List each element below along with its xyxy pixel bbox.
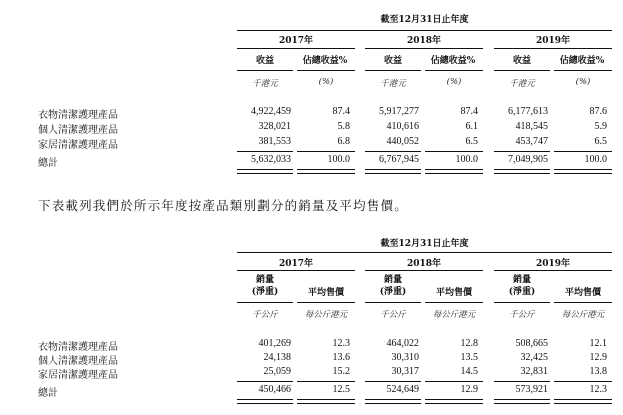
subtotal-rule (365, 381, 421, 382)
caption-rule (237, 252, 612, 253)
row-label: 衣物清潔護理產品 (38, 110, 118, 121)
col-rule (494, 70, 550, 71)
total-double-rule (494, 169, 550, 174)
total-double-rule (237, 169, 293, 174)
col-header-revenue: 收益 (512, 56, 531, 66)
subtotal-rule (425, 151, 483, 152)
year-header-2018: 2018年 (406, 259, 442, 269)
col-rule (237, 70, 293, 71)
row-label: 衣物清潔護理產品 (38, 342, 118, 353)
cell-value: 5.9 (594, 121, 607, 132)
cell-value: 14.5 (460, 366, 478, 377)
cell-value: 5,917,277 (379, 106, 419, 117)
cell-value: 6.5 (465, 136, 478, 147)
col-rule (365, 302, 421, 303)
unit-label: 千公斤 (509, 310, 535, 320)
total-double-rule (237, 399, 293, 404)
row-label: 個人清潔護理產品 (38, 125, 118, 136)
intro-paragraph: 下表載列我們於所示年度按產品類別劃分的銷量及平均售價。 (38, 198, 408, 213)
col-rule (297, 302, 355, 303)
cell-value: 6.1 (465, 121, 478, 132)
col-header-volume: 銷量 (淨重) (251, 275, 279, 297)
subtotal-rule (494, 381, 550, 382)
cell-value: 381,553 (258, 136, 291, 147)
col-header-revenue: 收益 (383, 56, 402, 66)
total-value: 7,049,905 (508, 154, 548, 165)
total-double-rule (494, 399, 550, 404)
total-value: 6,767,945 (379, 154, 419, 165)
cell-value: 30,317 (391, 366, 419, 377)
cell-value: 32,425 (520, 352, 548, 363)
cell-value: 87.4 (460, 106, 478, 117)
year-rule (365, 48, 483, 49)
cell-value: 12.9 (589, 352, 607, 363)
col-rule (425, 70, 483, 71)
cell-value: 418,545 (515, 121, 548, 132)
year-header-2017: 2017年 (278, 36, 314, 46)
total-double-rule (365, 399, 421, 404)
col-rule (237, 302, 293, 303)
unit-label: 每公斤港元 (561, 310, 605, 320)
cell-value: 6.8 (337, 136, 350, 147)
total-double-rule (554, 399, 612, 404)
total-double-rule (365, 169, 421, 174)
subtotal-rule (237, 381, 293, 382)
cell-value: 4,922,459 (251, 106, 291, 117)
cell-value: 87.6 (589, 106, 607, 117)
cell-value: 30,310 (391, 352, 419, 363)
subtotal-rule (494, 151, 550, 152)
subtotal-rule (554, 381, 612, 382)
total-value: 450,466 (258, 384, 291, 395)
cell-value: 328,021 (258, 121, 291, 132)
col-rule (297, 70, 355, 71)
year-rule (237, 270, 355, 271)
caption-rule (237, 30, 612, 31)
subtotal-rule (425, 381, 483, 382)
total-label: 總計 (38, 388, 58, 399)
total-value: 12.9 (460, 384, 478, 395)
subtotal-rule (554, 151, 612, 152)
cell-value: 453,747 (515, 136, 548, 147)
table-caption: 截至12月31日止年度 (380, 15, 469, 25)
cell-value: 6.5 (594, 136, 607, 147)
row-label: 家居清潔護理產品 (38, 140, 118, 151)
unit-label: (%) (446, 77, 462, 87)
unit-label: 千港元 (380, 79, 406, 89)
total-label: 總計 (38, 158, 58, 169)
unit-label: 每公斤港元 (432, 310, 476, 320)
subtotal-rule (297, 151, 355, 152)
cell-value: 6,177,613 (508, 106, 548, 117)
cell-value: 440,052 (386, 136, 419, 147)
cell-value: 13.5 (460, 352, 478, 363)
col-header-avg-price: 平均售價 (435, 288, 472, 298)
year-rule (494, 270, 612, 271)
unit-label: 千公斤 (380, 310, 406, 320)
total-value: 100.0 (455, 154, 478, 165)
unit-label: 千港元 (252, 79, 278, 89)
total-value: 5,632,033 (251, 154, 291, 165)
total-double-rule (554, 169, 612, 174)
col-rule (554, 70, 612, 71)
total-value: 573,921 (515, 384, 548, 395)
year-header-2017: 2017年 (278, 259, 314, 269)
total-value: 524,649 (386, 384, 419, 395)
subtotal-rule (365, 151, 421, 152)
row-label: 個人清潔護理產品 (38, 356, 118, 367)
cell-value: 464,022 (386, 338, 419, 349)
total-value: 12.5 (332, 384, 350, 395)
total-double-rule (425, 399, 483, 404)
year-rule (365, 270, 483, 271)
cell-value: 410,616 (386, 121, 419, 132)
unit-label: 每公斤港元 (304, 310, 348, 320)
year-header-2018: 2018年 (406, 36, 442, 46)
cell-value: 15.2 (332, 366, 350, 377)
cell-value: 12.3 (332, 338, 350, 349)
col-header-revenue: 收益 (255, 56, 274, 66)
year-rule (237, 48, 355, 49)
cell-value: 13.6 (332, 352, 350, 363)
cell-value: 401,269 (258, 338, 291, 349)
total-value: 100.0 (327, 154, 350, 165)
col-header-revenue-pct: 佔總收益% (302, 56, 348, 66)
unit-label: 千公斤 (252, 310, 278, 320)
subtotal-rule (237, 151, 293, 152)
year-header-2019: 2019年 (535, 259, 571, 269)
table-caption: 截至12月31日止年度 (380, 239, 469, 249)
unit-label: (%) (575, 77, 591, 87)
unit-label: (%) (318, 77, 334, 87)
col-header-revenue-pct: 佔總收益% (430, 56, 476, 66)
col-rule (425, 302, 483, 303)
cell-value: 12.8 (460, 338, 478, 349)
cell-value: 25,059 (263, 366, 291, 377)
total-double-rule (425, 169, 483, 174)
cell-value: 87.4 (332, 106, 350, 117)
cell-value: 24,138 (263, 352, 291, 363)
total-value: 12.3 (589, 384, 607, 395)
col-rule (554, 302, 612, 303)
cell-value: 32,831 (520, 366, 548, 377)
year-rule (494, 48, 612, 49)
col-header-volume: 銷量 (淨重) (508, 275, 536, 297)
col-header-avg-price: 平均售價 (307, 288, 344, 298)
total-double-rule (297, 399, 355, 404)
cell-value: 12.1 (589, 338, 607, 349)
total-double-rule (297, 169, 355, 174)
year-header-2019: 2019年 (535, 36, 571, 46)
col-header-avg-price: 平均售價 (564, 288, 601, 298)
subtotal-rule (297, 381, 355, 382)
col-header-volume: 銷量 (淨重) (379, 275, 407, 297)
col-rule (365, 70, 421, 71)
unit-label: 千港元 (509, 79, 535, 89)
cell-value: 13.8 (589, 366, 607, 377)
col-rule (494, 302, 550, 303)
cell-value: 508,665 (515, 338, 548, 349)
cell-value: 5.8 (337, 121, 350, 132)
total-value: 100.0 (584, 154, 607, 165)
row-label: 家居清潔護理產品 (38, 370, 118, 381)
col-header-revenue-pct: 佔總收益% (559, 56, 605, 66)
